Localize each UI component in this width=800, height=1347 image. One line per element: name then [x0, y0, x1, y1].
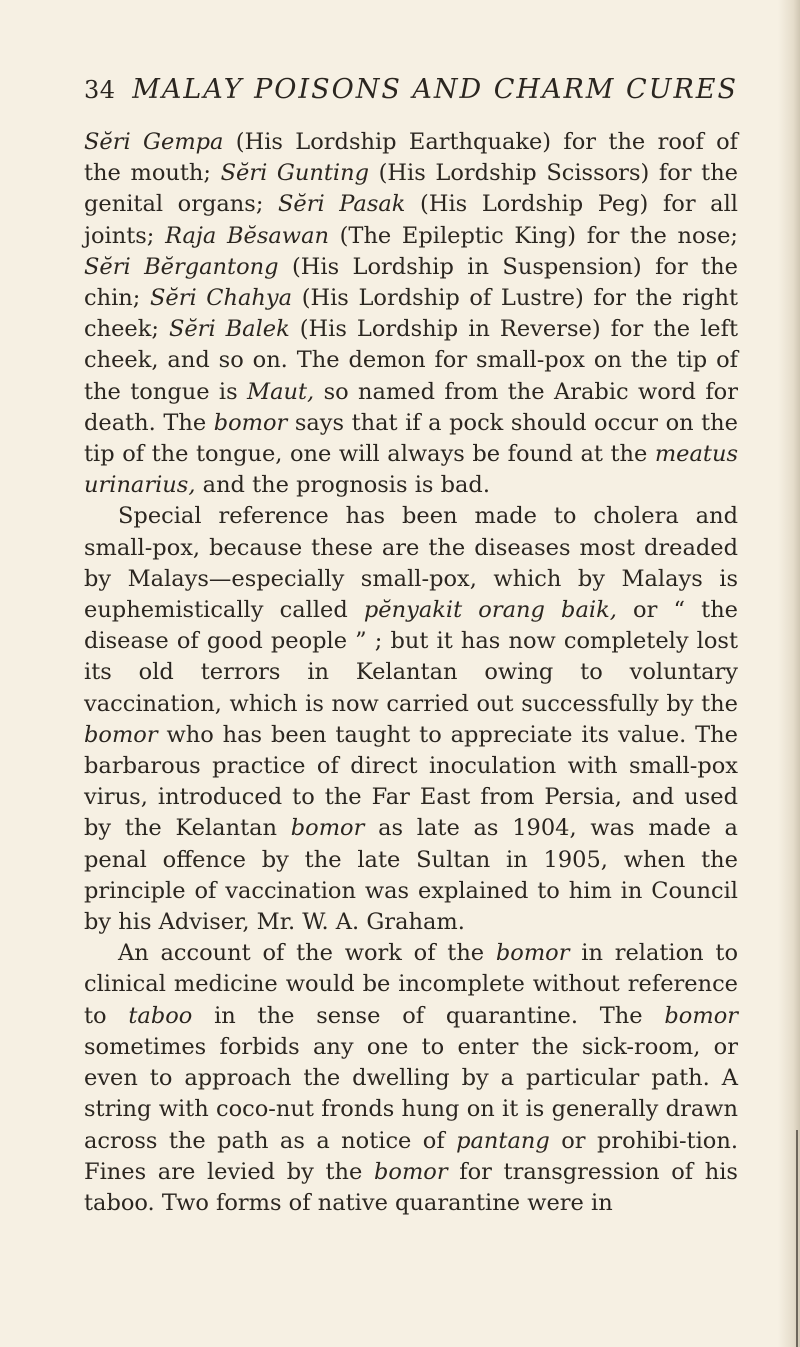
text-run: (His Lordship of Lustre) for the right cheek;: [84, 285, 739, 343]
text-run: An account of the work of the: [118, 940, 496, 967]
text-run: as late as 1904, was made a penal offence by the late Sultan in 1905, when the principle of vaccination was explained to him in Council by his Adviser, Mr. W. A. Graham.: [84, 815, 738, 936]
italic-term: Sĕri Pasak: [278, 191, 406, 218]
italic-term: Sĕri Bĕrgantong: [84, 253, 279, 280]
paragraph: [84, 501, 738, 938]
text-run: or prohibi-tion. Fines are levied by the: [84, 1127, 738, 1185]
italic-term: pĕnyakit orang baik,: [363, 597, 617, 624]
page-edge-line: [796, 1130, 798, 1347]
text-run: (The Epileptic King) for the nose;: [328, 222, 739, 249]
text-run: in the sense of quarantine. The: [192, 1002, 665, 1029]
text-run: for transgression of his taboo. Two forms of native quarantine were in: [84, 1158, 738, 1216]
text-run: (His Lordship Earthquake) for the roof of the mouth;: [84, 129, 738, 187]
paragraph: [84, 938, 738, 1219]
italic-term: bomor: [84, 721, 158, 748]
italic-term: Sĕri Balek: [168, 316, 290, 343]
body-text: [84, 127, 738, 1219]
text-run: and the prognosis is bad.: [195, 472, 490, 499]
text-run: (His Lordship Scissors) for the genital organs;: [84, 160, 739, 218]
text-run: or “ the disease of good people ” ; but it has now completely lost its old terrors in Kelantan owing to voluntary vaccination, which is now carried out successfully by the: [84, 597, 739, 717]
italic-term: Sĕri Chahya: [150, 285, 293, 312]
italic-term: bomor: [495, 940, 570, 967]
paragraph: [84, 127, 738, 501]
text-run: (His Lordship Peg) for all joints;: [84, 191, 738, 249]
italic-term: meatus urinarius,: [84, 441, 738, 499]
italic-term: Sĕri Gempa: [84, 129, 224, 155]
italic-term: bomor: [213, 409, 288, 436]
italic-term: taboo: [128, 1002, 193, 1029]
page-number: 34: [84, 76, 116, 104]
text-run: who has been taught to appreciate its value. The barbarous practice of direct inoculation with small-pox virus, introduced to the Far East from Persia, and used by the Kelantan: [84, 721, 738, 842]
italic-term: pantang: [456, 1127, 550, 1154]
page-header: [84, 74, 738, 118]
text-run: (His Lordship in Reverse) for the left cheek, and so on. The demon for small-pox on the tip of the tongue is: [84, 316, 738, 405]
text-run: Special reference has been made to cholera and small-pox, because these are the diseases most dreaded by Malays—especially small-pox, which by Malays is euphemistically called: [84, 503, 738, 624]
text-run: (His Lordship in Suspension) for the chin;: [84, 253, 738, 312]
text-run: sometimes forbids any one to enter the sick-room, or even to approach the dwelling by a particular path. A string with coco-nut fronds hung on it is generally drawn across the path as a notice of: [84, 1033, 738, 1154]
italic-term: bomor: [664, 1002, 738, 1029]
running-title: MALAY POISONS AND CHARM CURES: [132, 74, 738, 105]
italic-term: bomor: [374, 1158, 448, 1185]
italic-term: Maut,: [247, 378, 315, 405]
italic-term: bomor: [290, 815, 365, 842]
text-run: says that if a pock should occur on the tip of the tongue, one will always be found at the: [84, 409, 738, 468]
italic-term: Raja Bĕsawan: [165, 222, 329, 249]
text-run: in relation to clinical medicine would be incomplete without reference to: [84, 940, 738, 1029]
text-run: so named from the Arabic word for death. The: [84, 378, 738, 436]
italic-term: Sĕri Gunting: [220, 160, 370, 187]
